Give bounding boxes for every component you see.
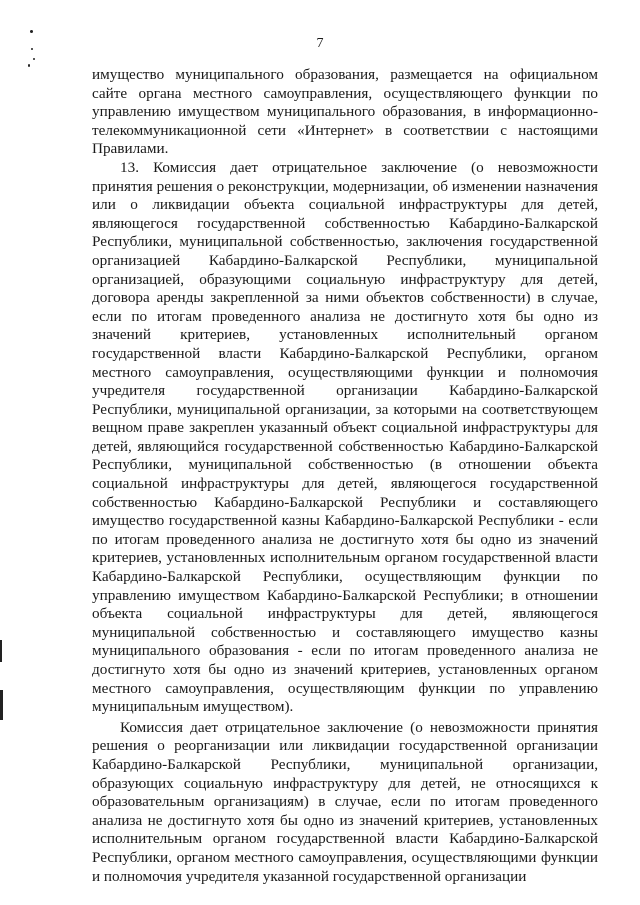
paragraph-continuation: имущество муниципального образования, размещается на официальном сайте органа местного самоуправления, осуществляющего функции по управлению имуществом муниципального образования, в информационно-телекоммуникационной сети «Интернет» в соответствии с настоящими Правилами. <box>92 66 598 158</box>
document-body <box>92 66 598 886</box>
margin-dot <box>30 30 33 33</box>
scan-edge-mark <box>0 640 2 662</box>
page-number: 7 <box>316 36 324 51</box>
margin-dot <box>28 64 30 67</box>
margin-marks <box>0 0 40 905</box>
paragraph-item-13: 13. Комиссия дает отрицательное заключение (о невозможности принятия решения о реконструкции, модернизации, об изменении назначения или о ликвидации объекта социальной инфраструктуры для детей, являющегося государственной собственностью Кабардино-Балкарской Республики, муниципальной собственностью, заключения государственной организацией Кабардино-Балкарской Республики, муниципальной организацией, образующими социальную инфраструктуру для детей, договора аренды закрепленной за ними объектов собственности) в случае, если по итогам проведенного анализа не достигнуто хотя бы одно из значений критериев, установленных исполнительный органом государственной власти Кабардино-Балкарской Республики, органом местного самоуправления, осуществляющими функции и полномочия учредителя государственной организации Кабардино-Балкарской Республики, муниципальной организации, за которыми на соответствующем вещном праве закреплен указанный объект социальной инфраструктуры для детей, являющийся государственной собственностью Кабардино-Балкарской Республики, муниципальной собственностью (в отношении объекта социальной инфраструктуры для детей, являющегося государственной собственностью Кабардино-Балкарской Республики и составляющего имущество государственной казны Кабардино-Балкарской Республики - если по итогам проведенного анализа не достигнуто хотя бы одно из значений критериев, установленных исполнительным органом государственной власти Кабардино-Балкарской Республики, осуществляющим функции по управлению имуществом Кабардино-Балкарской Республики; в отношении объекта социальной инфраструктуры для детей, являющегося муниципальной собственностью и составляющего имущество казны муниципального образования - если по итогам проведенного анализа не достигнуто хотя бы одно из значений критериев, установленных органом местного самоуправления, осуществляющим функции по управлению муниципальным имуществом). <box>92 158 598 716</box>
margin-dot <box>33 58 35 60</box>
paragraph-commission-conclusion: Комиссия дает отрицательное заключение (о невозможности принятия решения о реорганизации или ликвидации государственной организации Кабардино-Балкарской Республики, муниципальной организации, образующих социальную инфраструктуру для детей, не относящихся к образовательным организациям) в случае, если по итогам проведенного анализа не достигнуто хотя бы одно из значений критериев, установленных исполнительным органом государственной власти Кабардино-Балкарской Республики, органом местного самоуправления, осуществляющими функции и полномочия учредителя указанной государственной организации <box>92 718 598 885</box>
scan-edge-mark <box>0 690 3 720</box>
